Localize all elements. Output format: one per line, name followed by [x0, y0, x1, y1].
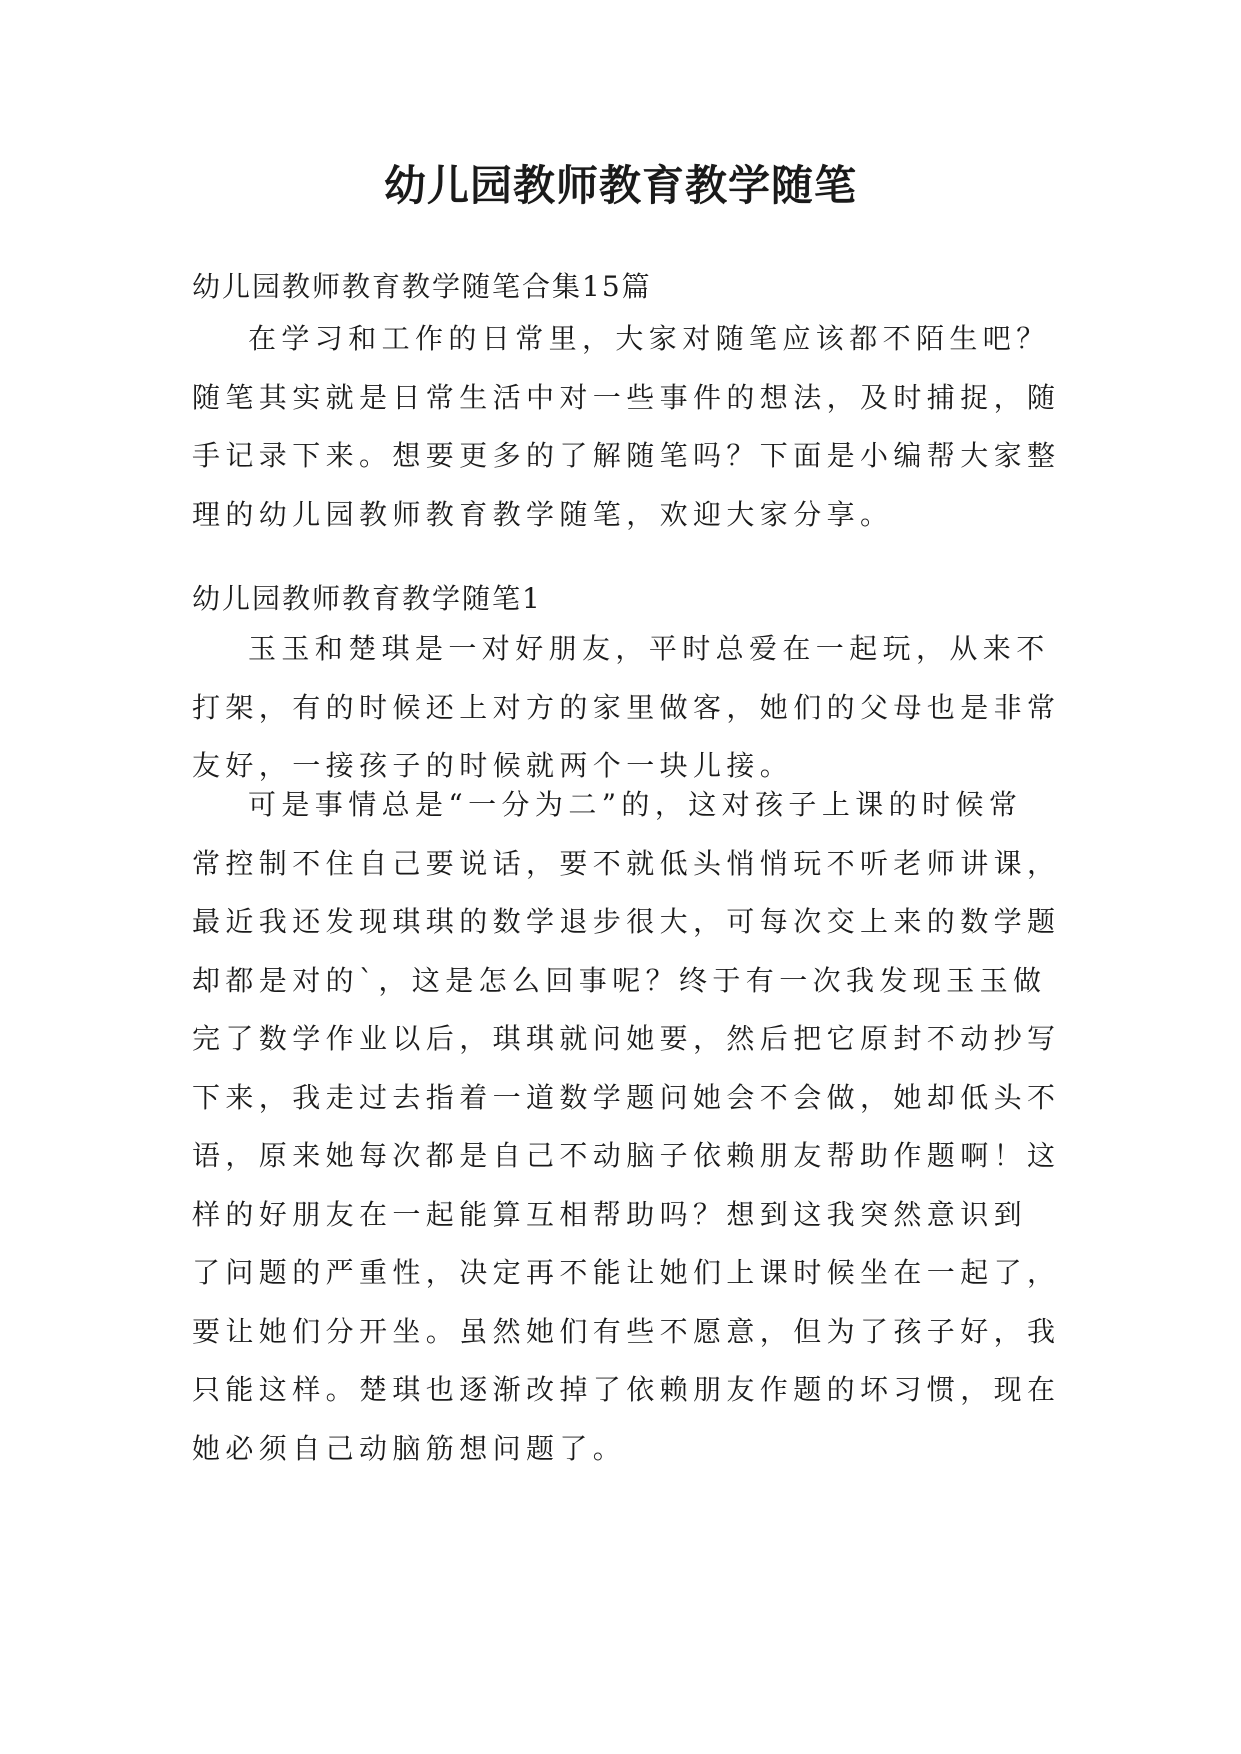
text-line: 玉玉和楚琪是一对好朋友，平时总爱在一起玩，从来不 — [248, 632, 1050, 665]
intro-paragraph — [192, 310, 1062, 544]
text-line: 友好，一接孩子的时候就两个一块儿接。 — [192, 749, 794, 782]
text-line: 她必须自己动脑筋想问题了。 — [192, 1431, 627, 1465]
collection-heading: 幼儿园教师教育教学随笔合集15篇 — [192, 270, 652, 303]
text-line: 样的好朋友在一起能算互相帮助吗？想到这我突然意识到 — [192, 1197, 1028, 1231]
text-line: 打架，有的时候还上对方的家里做客，她们的父母也是非常 — [192, 690, 1061, 724]
text-line: 随笔其实就是日常生活中对一些事件的想法，及时捕捉，随 — [192, 380, 1061, 414]
document-title: 幼儿园教师教育教学随笔 — [383, 161, 857, 210]
text-line: 手记录下来。想要更多的了解随笔吗？下面是小编帮大家整 — [192, 439, 1061, 472]
section-heading: 幼儿园教师教育教学随笔1 — [192, 582, 542, 615]
text-line: 语，原来她每次都是自己不动脑子依赖朋友帮助作题啊！这 — [192, 1139, 1061, 1172]
text-line: 可是事情总是“一分为二”的，这对孩子上课的时候常 — [248, 788, 1023, 821]
section-paragraph-1 — [192, 620, 1062, 796]
text-line: 要让她们分开坐。虽然她们有些不愿意，但为了孩子好，我 — [192, 1314, 1061, 1348]
text-line: 只能这样。楚琪也逐渐改掉了依赖朋友作题的坏习惯，现在 — [192, 1373, 1061, 1406]
text-line: 了问题的严重性，决定再不能让她们上课时候坐在一起了， — [192, 1256, 1061, 1289]
section-paragraph-2 — [192, 776, 1062, 1478]
text-line: 最近我还发现琪琪的数学退步很大，可每次交上来的数学题 — [192, 905, 1061, 938]
text-line: 完了数学作业以后，琪琪就问她要，然后把它原封不动抄写 — [192, 1022, 1061, 1055]
text-line: 常控制不住自己要说话，要不就低头悄悄玩不听老师讲课， — [192, 846, 1061, 880]
text-line: 下来，我走过去指着一道数学题问她会不会做，她却低头不 — [192, 1080, 1061, 1114]
text-line: 却都是对的`，这是怎么回事呢？终于有一次我发现玉玉做 — [192, 963, 1047, 997]
text-line: 在学习和工作的日常里，大家对随笔应该都不陌生吧？ — [248, 322, 1050, 355]
text-line: 理的幼儿园教师教育教学随笔，欢迎大家分享。 — [192, 497, 894, 531]
